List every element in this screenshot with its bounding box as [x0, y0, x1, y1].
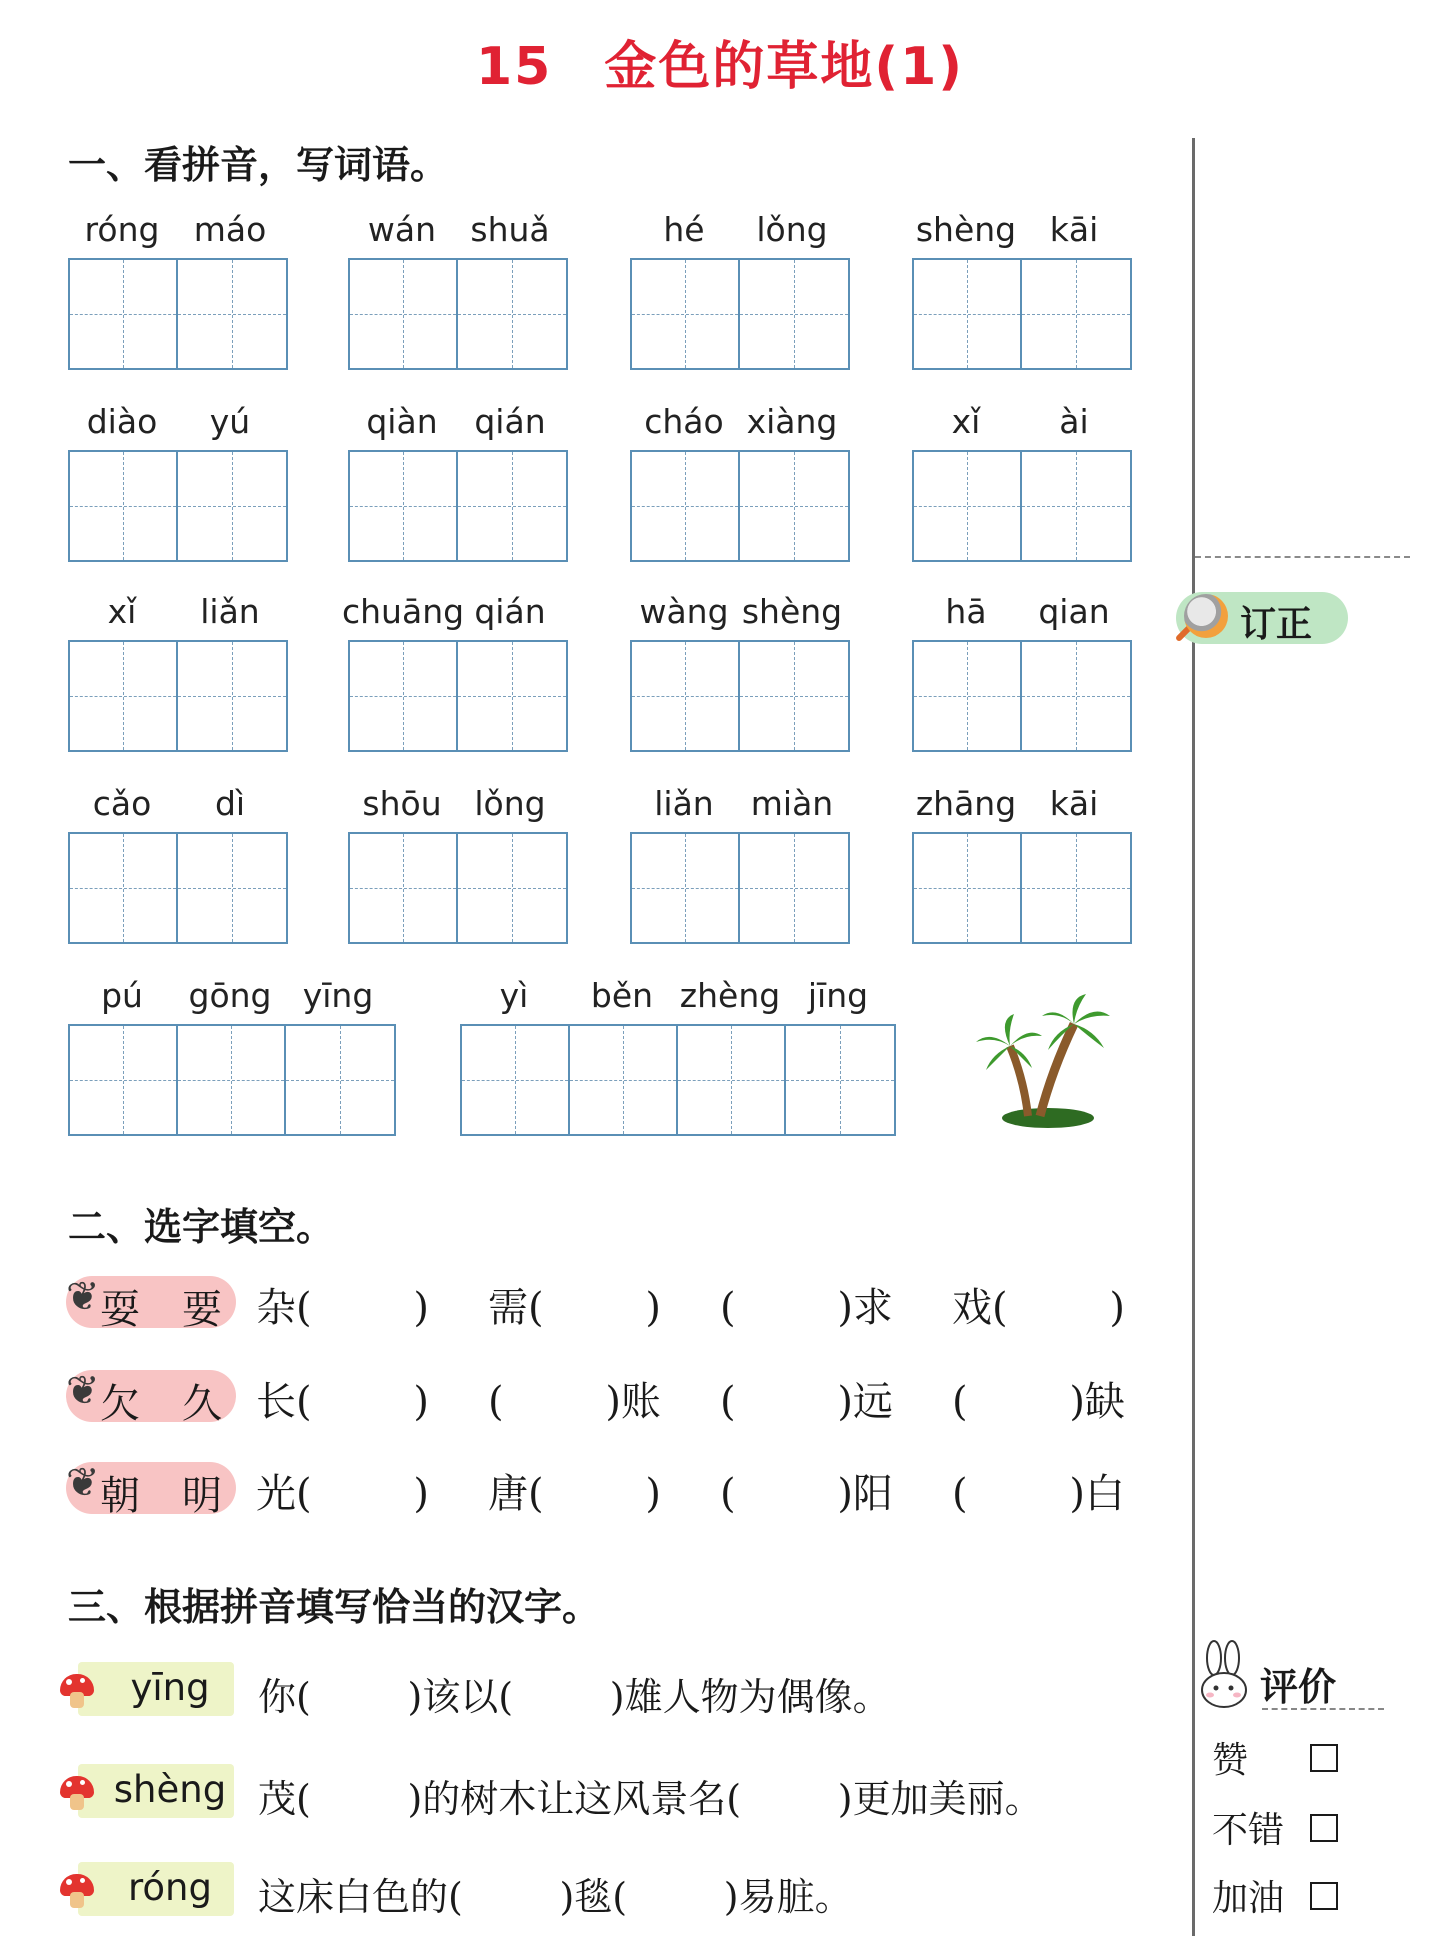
pinyin-label: chuāng [342, 592, 465, 631]
evaluation-title: 评价 [1260, 1665, 1337, 1709]
writing-cell[interactable] [178, 642, 286, 750]
writing-cell[interactable] [632, 452, 740, 560]
pinyin-label: qiàn [366, 402, 438, 441]
pinyin-label: pú [101, 976, 143, 1015]
blank-item[interactable]: ( )缺 [952, 1379, 1125, 1425]
writing-cell[interactable] [178, 260, 286, 368]
writing-cell[interactable] [632, 642, 740, 750]
lesson-number: 15 [475, 37, 553, 97]
blank-item[interactable]: ( )账 [488, 1379, 661, 1425]
writing-cell[interactable] [570, 1026, 678, 1134]
writing-cell[interactable] [740, 452, 848, 560]
writing-cell[interactable] [740, 642, 848, 750]
margin-divider [1192, 138, 1195, 1936]
pinyin-label: xǐ [107, 592, 137, 631]
writing-cell[interactable] [70, 452, 178, 560]
writing-cell[interactable] [350, 642, 458, 750]
leaf-icon: ❦ [66, 1368, 100, 1414]
pinyin-label: liǎn [654, 784, 714, 823]
writing-cell[interactable] [914, 260, 1022, 368]
blank-item[interactable]: ( )白 [952, 1471, 1125, 1517]
fill-sentence[interactable]: 这床白色的( )毯( )易脏。 [258, 1875, 853, 1919]
writing-cell[interactable] [678, 1026, 786, 1134]
pinyin-label: dì [214, 784, 246, 823]
pinyin-label: yīng [130, 1666, 210, 1709]
pinyin-label: yīng [302, 976, 374, 1015]
writing-cell[interactable] [350, 260, 458, 368]
pinyin-label: ài [1059, 402, 1089, 441]
writing-cell[interactable] [786, 1026, 894, 1134]
fill-row [66, 1860, 1146, 1924]
blank-item[interactable]: ( )阳 [720, 1471, 893, 1517]
pinyin-label: wàng [639, 592, 729, 631]
writing-cell[interactable] [178, 1026, 286, 1134]
pinyin-label: cháo [644, 402, 724, 441]
evaluation-checkbox[interactable] [1310, 1744, 1338, 1772]
pinyin-label: kāi [1049, 210, 1099, 249]
pinyin-label: hā [945, 592, 987, 631]
writing-cell[interactable] [458, 260, 566, 368]
choice-char: 朝 [100, 1473, 140, 1519]
pinyin-label: shèng [915, 210, 1017, 249]
writing-cell[interactable] [914, 642, 1022, 750]
pinyin-label: shuǎ [470, 210, 550, 249]
writing-cell[interactable] [286, 1026, 394, 1134]
evaluation-checkbox[interactable] [1310, 1814, 1338, 1842]
section2-heading: 二、选字填空。 [68, 1205, 335, 1249]
pinyin-label: róng [128, 1866, 212, 1909]
pinyin-label: shèng [113, 1768, 227, 1811]
correction-label: 订正 [1240, 604, 1313, 645]
writing-cell[interactable] [458, 642, 566, 750]
bunny-icon [1196, 1640, 1254, 1710]
fill-row [66, 1660, 1146, 1724]
correction-badge [1176, 592, 1348, 644]
fill-sentence[interactable]: 你( )该以( )雄人物为偶像。 [258, 1675, 891, 1719]
pinyin-label: zhāng [915, 784, 1017, 823]
fill-row [66, 1762, 1146, 1826]
palm-tree-icon [970, 990, 1120, 1130]
pinyin-label: hé [663, 210, 705, 249]
writing-cell[interactable] [178, 452, 286, 560]
mushroom-icon [60, 1874, 94, 1908]
mushroom-icon [60, 1674, 94, 1708]
pinyin-label: xǐ [951, 402, 981, 441]
pinyin-label: lǒng [474, 784, 546, 823]
page-title [0, 24, 1440, 99]
correction-divider [1195, 556, 1410, 558]
writing-cell[interactable] [350, 452, 458, 560]
pinyin-label: shōu [362, 784, 442, 823]
blank-item[interactable]: 长( ) [256, 1379, 429, 1425]
evaluation-header [1196, 1640, 1396, 1710]
blank-item[interactable]: 杂( ) [256, 1285, 429, 1331]
pinyin-label: shèng [741, 592, 843, 631]
choice-char: 要 [182, 1287, 222, 1333]
pinyin-label: miàn [750, 784, 834, 823]
pinyin-label: jīng [807, 976, 869, 1015]
blank-item[interactable]: 光( ) [256, 1471, 429, 1517]
pinyin-label: kāi [1049, 784, 1099, 823]
writing-cell[interactable] [70, 834, 178, 942]
choice-tag [66, 1460, 236, 1519]
pinyin-label: běn [590, 976, 654, 1015]
pinyin-label: cǎo [92, 784, 152, 823]
section1-heading: 一、看拼音，写词语。 [68, 143, 449, 187]
pinyin-label: róng [84, 210, 160, 249]
leaf-icon: ❦ [66, 1460, 100, 1506]
blank-item[interactable]: ( )求 [720, 1285, 893, 1331]
pinyin-label: xiàng [746, 402, 838, 441]
choice-tag [66, 1368, 236, 1427]
pinyin-label: liǎn [200, 592, 260, 631]
writing-cell[interactable] [632, 834, 740, 942]
blank-item[interactable]: 需( ) [488, 1285, 661, 1331]
writing-cell[interactable] [914, 452, 1022, 560]
evaluation-checkbox[interactable] [1310, 1882, 1338, 1910]
writing-cell[interactable] [70, 642, 178, 750]
evaluation-label: 不错 [1212, 1810, 1285, 1851]
writing-cell[interactable] [740, 260, 848, 368]
pinyin-label: qián [474, 402, 546, 441]
blank-item[interactable]: ( )远 [720, 1379, 893, 1425]
choice-row [66, 1458, 1146, 1522]
pinyin-label: yì [499, 976, 529, 1015]
evaluation-label: 加油 [1212, 1878, 1285, 1919]
writing-cell[interactable] [350, 834, 458, 942]
choice-row [66, 1272, 1146, 1336]
choice-char: 久 [182, 1381, 222, 1427]
writing-cell[interactable] [632, 260, 740, 368]
pinyin-label: yú [209, 402, 251, 441]
writing-cell[interactable] [462, 1026, 570, 1134]
pinyin-label: diào [86, 402, 158, 441]
magnifier-icon [1184, 594, 1228, 638]
choice-tag [66, 1274, 236, 1333]
evaluation-label: 赞 [1212, 1740, 1249, 1781]
choice-char: 欠 [100, 1381, 140, 1427]
writing-cell[interactable] [740, 834, 848, 942]
writing-cell[interactable] [178, 834, 286, 942]
pinyin-label: qián [474, 592, 546, 631]
writing-cell[interactable] [70, 260, 178, 368]
section3-heading: 三、根据拼音填写恰当的汉字。 [68, 1585, 601, 1629]
pinyin-label: qian [1038, 592, 1110, 631]
choice-char: 明 [182, 1473, 222, 1519]
choice-char: 耍 [100, 1287, 140, 1333]
pinyin-label: zhèng [679, 976, 781, 1015]
pinyin-label: lǒng [756, 210, 828, 249]
fill-sentence[interactable]: 茂( )的树木让这风景名( )更加美丽。 [258, 1777, 1043, 1821]
lesson-title: 金色的草地(1) [604, 37, 965, 97]
mushroom-icon [60, 1776, 94, 1810]
writing-cell[interactable] [458, 452, 566, 560]
blank-item[interactable]: 唐( ) [488, 1471, 661, 1517]
writing-cell[interactable] [914, 834, 1022, 942]
blank-item[interactable]: 戏( ) [952, 1285, 1125, 1331]
pinyin-label: wán [367, 210, 437, 249]
writing-cell[interactable] [1022, 834, 1130, 942]
pinyin-label: máo [193, 210, 267, 249]
writing-cell[interactable] [458, 834, 566, 942]
leaf-icon: ❦ [66, 1274, 100, 1320]
writing-cell[interactable] [70, 1026, 178, 1134]
pinyin-label: gōng [188, 976, 272, 1015]
writing-cell[interactable] [1022, 452, 1130, 560]
writing-cell[interactable] [1022, 260, 1130, 368]
evaluation-divider [1262, 1708, 1384, 1710]
choice-row [66, 1366, 1146, 1430]
writing-cell[interactable] [1022, 642, 1130, 750]
